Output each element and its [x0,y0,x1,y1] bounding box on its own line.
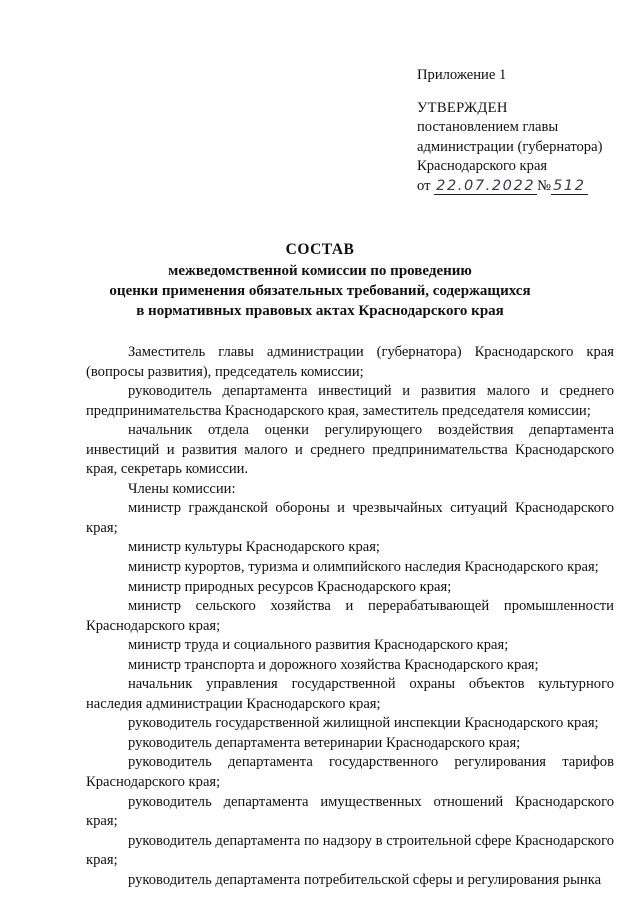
title-line: межведомственной комиссии по проведению [168,263,472,279]
list-item: руководитель департамента имущественных отношений Краснодарского края; [86,793,614,830]
list-item: начальник управления государственной охраны объектов культурного наследия администрации Краснодарского края; [86,676,614,712]
list-item: министр курортов, туризма и олимпийского наследия Краснодарского края; [128,559,599,576]
number-sign: № [537,177,552,194]
decree-line: Краснодарского края [417,158,548,174]
approved-heading: УТВЕРЖДЕН [417,99,508,116]
document-title [0,240,640,321]
list-item: Заместитель главы администрации (губернатора) Краснодарского края (вопросы развития), председатель комиссии; [86,344,614,380]
list-item: министр транспорта и дорожного хозяйства Краснодарского края; [128,656,539,673]
title-line: в нормативных правовых актах Краснодарского края [136,303,504,319]
list-item: министр сельского хозяйства и перерабатывающей промышленности Краснодарского края; [86,598,614,634]
handwritten-date: 22.07.2022 [436,177,536,194]
decree-line: постановлением главы [417,119,559,135]
commission-members-list [86,343,614,890]
date-prefix: от [417,177,431,194]
decree-line: администрации (губернатора) [417,138,603,155]
list-item: министр труда и социального развития Краснодарского края; [128,637,509,654]
list-item: министр культуры Краснодарского края; [128,539,380,556]
handwritten-number: 512 [553,177,586,194]
list-item: министр гражданской обороны и чрезвычайных ситуаций Краснодарского края; [86,500,614,536]
members-heading: Члены комиссии: [128,480,236,497]
list-item: руководитель департамента по надзору в строительной сфере Краснодарского края; [86,832,614,869]
list-item: руководитель государственной жилищной инспекции Краснодарского края; [128,715,599,732]
list-item: руководитель департамента потребительской сферы и регулирования рынка [128,871,602,888]
list-item: министр природных ресурсов Краснодарского края; [128,578,452,595]
list-item: руководитель департамента инвестиций и развития малого и среднего предпринимательства Краснодарского края, заместитель председателя комиссии; [86,383,614,419]
approval-block [417,66,602,196]
appendix-label: Приложение 1 [417,67,507,83]
list-item: руководитель департамента ветеринарии Краснодарского края; [128,734,521,751]
title-main: СОСТАВ [285,241,355,258]
decree-date-number [417,177,602,197]
list-item: начальник отдела оценки регулирующего воздействия департамента инвестиций и развития малого и среднего предпринимательства Краснодарского края, секретарь комиссии. [86,422,614,478]
title-line: оценки применения обязательных требований, содержащихся [109,283,531,299]
list-item: руководитель департамента государственного регулирования тарифов Краснодарского края; [86,754,614,791]
